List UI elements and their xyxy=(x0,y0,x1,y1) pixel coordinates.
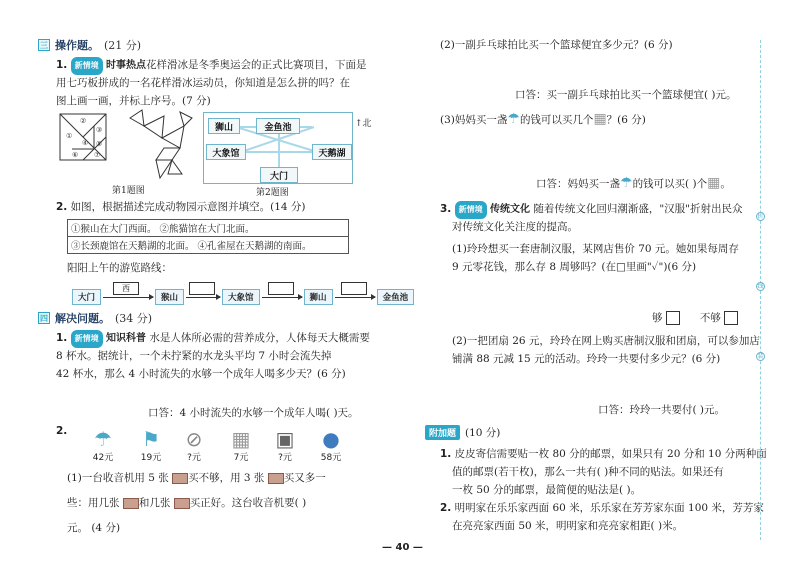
r1-answer: 口答：买一副乒乓球拍比买一个篮球便宜( )元。 xyxy=(515,89,737,101)
bonus-label: 附加题 xyxy=(425,425,460,440)
p1-line1: 1. 新情境 知识科普 水是人体所必需的营养成分，人体每天大概需要 xyxy=(56,330,370,348)
binding-dot: 折 xyxy=(757,213,764,220)
calculator-icon: ▦ xyxy=(707,175,721,191)
p2-1-line1: (1)一台收音机用 5 张 买不够，用 3 张 买又多一 xyxy=(67,472,326,484)
item-pingpong-paddle: ⚑ 19元 xyxy=(136,428,166,463)
route-node: 金鱼池 xyxy=(377,289,415,305)
section-title: 操作题。 xyxy=(55,39,99,52)
p1-answer: 口答：4 小时流失的水够一个成年人喝( )天。 xyxy=(148,407,359,419)
tour-route xyxy=(72,283,414,305)
page-number: — 40 — xyxy=(382,542,423,553)
place-swan-lake: 天鹅湖 xyxy=(312,144,352,160)
section-number-icon: 四 xyxy=(40,312,48,323)
skater-figure xyxy=(120,108,200,183)
r5-answer: 口答：玲玲一共要付( )元。 xyxy=(598,404,726,416)
place-gate: 大门 xyxy=(260,167,298,183)
banknote-icon xyxy=(174,498,190,509)
route-node: 猴山 xyxy=(155,289,184,305)
q2-text: 2. 如图，根据描述完成动物园示意图并填空。(14 分) xyxy=(56,201,306,213)
north-arrow-icon: ↑ xyxy=(355,119,363,129)
new-context-tag: 新情境 xyxy=(71,57,103,75)
r4-line3: (1)玲玲想买一套唐制汉服，某网店售价 70 元。她如果每周存 xyxy=(452,243,739,255)
route-node: 狮山 xyxy=(304,289,333,305)
b2-line2: 在亮亮家西面 50 米，明明家和亮亮家相距( )米。 xyxy=(452,520,684,532)
route-blank-box xyxy=(268,282,294,295)
item-basketball: ● 58元 xyxy=(316,428,346,463)
north-indicator: ↑北 xyxy=(355,119,372,129)
binding-dot: 线 xyxy=(757,283,764,290)
tangram-square xyxy=(58,112,108,172)
bonus-points: (10 分) xyxy=(465,427,501,439)
tangram-num: ⑦ xyxy=(94,151,101,159)
p1-line2: 8 杯水。据统计，一个未拧紧的水龙头平均 7 小时会流失掉 xyxy=(56,350,332,362)
p1-line3: 42 杯水，那么 4 小时流失的水够一个成年人喝多少天？(6 分) xyxy=(56,368,346,380)
q1-line3: 图上画一画，并标上序号。(7 分) xyxy=(56,95,211,107)
topic-label: 传统文化 xyxy=(489,204,530,215)
route-node: 大门 xyxy=(72,289,101,305)
banknote-icon xyxy=(123,498,139,509)
tangram-num: ② xyxy=(80,117,87,125)
r3-question: (3)妈妈买一盏☂的钱可以买几个▦？(6 分) xyxy=(440,111,646,127)
r1-question: (2)一副乒乓球拍比买一个篮球便宜多少元？(6 分) xyxy=(440,39,673,51)
calculator-icon: ▦ xyxy=(231,427,251,451)
route-arrow xyxy=(335,297,375,298)
section-number-icon: 三 xyxy=(40,39,48,50)
condition-row: ③长颈鹿馆在天鹅湖的北面。 ④孔雀屋在天鹅湖的南面。 xyxy=(71,241,312,252)
tangram-num: ⑥ xyxy=(72,151,79,159)
tangram-num: ④ xyxy=(82,139,89,147)
r5-line2: 铺满 88 元减 15 元的活动。玲玲一共要付多少元？(6 分) xyxy=(452,353,721,365)
b1-line1: 1. 皮皮寄信需要贴一枚 80 分的邮票，如果只有 20 分和 10 分两种面 xyxy=(440,448,767,460)
q1-line1: 1. 新情境 时事热点花样滑冰是冬季奥运会的正式比赛项目，下面是 xyxy=(56,57,366,75)
new-context-tag: 新情境 xyxy=(71,330,103,348)
not-enough-checkbox[interactable] xyxy=(724,311,738,325)
p2-1-line3: 元。 (4 分) xyxy=(67,522,121,534)
section-points: (34 分) xyxy=(115,312,153,325)
place-goldfish-pond: 金鱼池 xyxy=(256,118,300,134)
banknote-icon xyxy=(268,473,284,484)
desk-lamp-icon: ☂ xyxy=(620,175,633,191)
paddle-icon: ⚑ xyxy=(142,427,160,451)
calculator-icon: ▦ xyxy=(593,111,607,127)
bonus-header xyxy=(425,425,500,440)
item-lamp: ☂ 42元 xyxy=(88,428,118,463)
route-blank-box xyxy=(341,282,367,295)
p2-1-line2: 些：用几张 和几张 买正好。这台收音机要( ) xyxy=(67,497,307,509)
q1-line2: 用七巧板拼成的一名花样滑冰运动员，你知道是怎么拼的吗？在 xyxy=(56,77,350,89)
b1-line3: 一枚 50 分的邮票，最简便的贴法是( )。 xyxy=(452,484,642,496)
tangram-num: ③ xyxy=(96,126,103,134)
topic-label: 时事热点 xyxy=(105,60,146,71)
b1-line2: 值的邮票(若干枚)，那么一共有( )种不同的贴法。如果还有 xyxy=(452,466,724,478)
r4-line1: 3. 新情境 传统文化 随着传统文化回归潮渐盛，"汉服"折射出民众 xyxy=(440,201,743,219)
place-elephant-hall: 大象馆 xyxy=(206,144,246,160)
r5-line1: (2)一把团扇 26 元，玲玲在网上购买唐制汉服和团扇，可以参加店 xyxy=(452,335,760,347)
binding-dot: 装 xyxy=(757,353,764,360)
desk-lamp-icon: ☂ xyxy=(507,111,520,127)
route-blank-box xyxy=(189,282,215,295)
new-context-tag: 新情境 xyxy=(455,201,487,219)
route-blank-box: 西 xyxy=(113,282,139,295)
conditions-box xyxy=(67,219,349,254)
section-4-header xyxy=(38,310,152,326)
tangram-num: ① xyxy=(66,132,73,140)
banknote-icon xyxy=(172,473,188,484)
route-arrow xyxy=(103,283,153,298)
r4-checkboxes: 够 不够 xyxy=(652,310,738,326)
place-lion-hill: 狮山 xyxy=(208,118,240,134)
item-badminton-racket: ⊘ ?元 xyxy=(172,428,216,463)
section-points: (21 分) xyxy=(104,39,142,52)
figure-caption-2: 第2题图 xyxy=(256,188,289,198)
route-arrow xyxy=(262,297,302,298)
desk-lamp-icon: ☂ xyxy=(94,427,112,451)
radio-icon: ▣ xyxy=(275,427,295,451)
enough-checkbox[interactable] xyxy=(666,311,680,325)
route-arrow xyxy=(186,297,220,298)
item-radio: ▣ ?元 xyxy=(270,428,300,463)
r4-line2: 对传统文化关注度的提高。 xyxy=(452,221,578,233)
route-node: 大象馆 xyxy=(222,289,260,305)
section-3-header xyxy=(38,37,141,53)
tangram-num: ⑤ xyxy=(96,140,103,148)
figure-caption-1: 第1题图 xyxy=(112,186,145,196)
p2-number: 2. xyxy=(56,425,68,437)
racket-icon: ⊘ xyxy=(185,427,203,451)
basketball-icon: ● xyxy=(322,427,340,451)
route-intro: 阳阳上午的游览路线： xyxy=(67,262,172,274)
condition-row: ①猴山在大门西面。 ②熊猫馆在大门北面。 xyxy=(68,220,348,237)
item-calculator: ▦ 7元 xyxy=(228,428,254,463)
r4-line4: 9 元零花钱，那么存 8 周够吗？(在□里画"✓")(6 分) xyxy=(452,261,697,273)
topic-label: 知识科普 xyxy=(105,333,146,344)
b2-line1: 2. 明明家在乐乐家西面 60 米，乐乐家在芳芳家东面 100 米，芳芳家 xyxy=(440,502,764,514)
zoo-map xyxy=(203,112,353,184)
r3-answer: 口答：妈妈买一盏☂的钱可以买( )个▦。 xyxy=(536,175,731,191)
section-title: 解决问题。 xyxy=(55,312,110,325)
